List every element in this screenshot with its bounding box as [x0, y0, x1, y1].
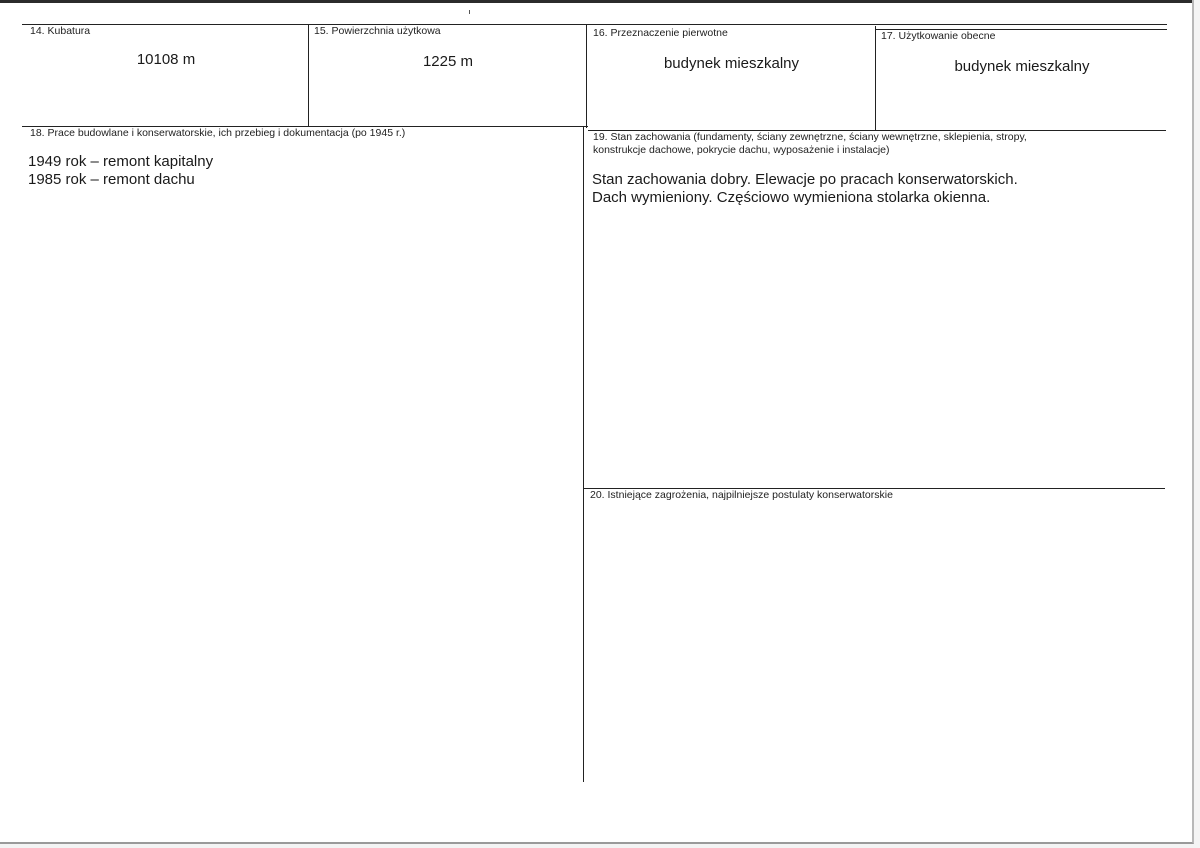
divider-14-15	[308, 24, 309, 126]
field-17-value: budynek mieszkalny	[954, 58, 1090, 75]
field-18-line-1: 1949 rok – remont kapitalny	[28, 153, 214, 170]
field-14-label: 14. Kubatura	[30, 25, 91, 37]
field-15-label: 15. Powierzchnia użytkowa	[314, 25, 441, 37]
field-17-label: 17. Użytkowanie obecne	[881, 30, 996, 42]
field-14-value: 10108 m	[136, 51, 196, 68]
field-18-line-2: 1985 rok – remont dachu	[28, 171, 195, 188]
divider-18-19	[583, 126, 584, 782]
field-20-label: 20. Istniejące zagrożenia, najpilniejsze postulaty konserwatorskie	[590, 489, 893, 501]
divider-15-16	[586, 24, 587, 128]
field-19-line-1: Stan zachowania dobry. Elewacje po pracach konserwatorskich.	[592, 171, 1018, 188]
field-19-label-line-2: konstrukcje dachowe, pokrycie dachu, wyposażenie i instalacje)	[593, 144, 890, 156]
field-19-label-line-1: 19. Stan zachowania (fundamenty, ściany zewnętrzne, ściany wewnętrzne, sklepienia, stropy,	[593, 131, 1027, 143]
divider-16-17	[875, 26, 876, 130]
field-19-line-2: Dach wymieniony. Częściowo wymieniona stolarka okienna.	[592, 189, 991, 206]
field-16-value: budynek mieszkalny	[663, 55, 800, 72]
scan-edge	[0, 0, 1192, 3]
field-16-label: 16. Przeznaczenie pierwotne	[593, 27, 728, 39]
field-15-value: 1225 m	[422, 53, 474, 70]
field-18-label: 18. Prace budowlane i konserwatorskie, ich przebieg i dokumentacja (po 1945 r.)	[30, 127, 406, 139]
top-rule	[22, 24, 1167, 25]
scan-speck	[469, 10, 470, 14]
